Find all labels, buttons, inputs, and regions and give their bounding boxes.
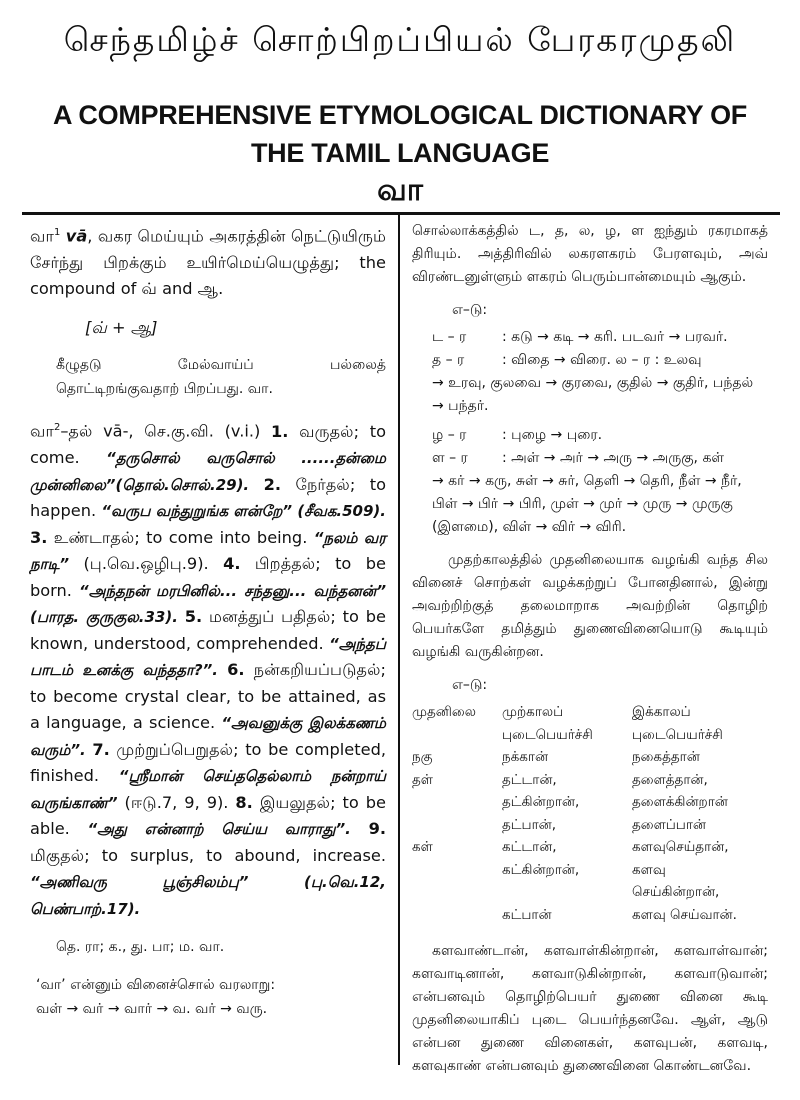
entry-2 (30, 415, 386, 922)
sense-7: 7. முற்றுப்பெறுதல்; to be completed, finished. “ஸ்ரீமான் செய்ததெல்லாம் நன்றாய் வருங்காண்” (ஈடு.7, 9, 9). (30, 739, 386, 812)
example-label-1: எ–டு: (452, 302, 488, 318)
example-row: ட – ர : கடு → கடி → கரி. படவர் → பரவர். (432, 329, 728, 345)
table-row: நகு நக்கான் நகைத்தான் (412, 749, 700, 765)
right-column (412, 220, 768, 1078)
note-word-2: மேல்வாய்ப் (177, 357, 254, 374)
english-title (0, 96, 800, 172)
entry-2-headword: வா (30, 421, 54, 441)
verb-history (36, 973, 386, 1021)
note-rest: தொட்டிறங்குவதாற் பிறப்பது. வா. (56, 381, 273, 398)
entry-1-bracket: [வ் + ஆ] (85, 317, 158, 337)
table-row: தட்பான், தளைப்பான் (502, 816, 706, 833)
note-word-3: பல்லைத் (329, 357, 386, 374)
example-row: ள – ர : அள் → அர் → அரு → அருகு, கள் (432, 450, 725, 466)
left-column (30, 220, 386, 1021)
entry-1-headword: வா (30, 226, 54, 246)
table-row: தட்கின்றான், தளைக்கின்றான் (502, 794, 728, 810)
example-row: ழ – ர : புழை → புரை. (432, 427, 603, 443)
example-label-2: எ–டு: (452, 677, 488, 693)
table-row: செய்கின்றான், (632, 884, 720, 900)
cognates: தெ. ரா; க., து. பா; ம. வா. (56, 939, 225, 956)
entry-2-head-rest: –தல் vā-, செ.கு.வி. (v.i.) (60, 421, 261, 441)
right-para-1: சொல்லாக்கத்தில் ட, த, ல, ழ, ள ஐந்தும் ரகரமாகத் திரியும். அத்திரிவில் லகரளகரம் பேரளவும், அவ் விரண்டனுள்ளும் ளகரம் பெரும்பான்மையும் ஆகும். (412, 223, 768, 285)
history-chain: வள் → வர் → வார் → வ. வர் → வரு. (36, 1000, 268, 1017)
history-intro: ‘வா’ என்னும் வினைச்சொல் வரலாறு: (36, 976, 276, 993)
entry-2-sup: 2 (53, 422, 61, 434)
column-divider (398, 215, 400, 1065)
table-header: முதனிலை முற்காலப் புடைபெயர்ச்சி இக்காலப் புடைபெயர்ச்சி (412, 704, 723, 743)
example-row: த – ர : விதை → விரை. ல – ர : உலவு (432, 352, 702, 368)
tamil-title: செந்தமிழ்ச் சொற்பிறப்பியல் பேரகரமுதலி (63, 20, 737, 59)
sense-5: 5. மனத்துப் பதிதல்; to be known, understood, comprehended. “அந்தப் பாடம் உனக்கு வந்ததா?”. (30, 607, 386, 680)
entry-1-text: , வகர மெய்யும் அகரத்தின் நெட்டுயிரும் சேர்ந்து பிறக்கும் உயிர்மெய்யெழுத்து; the compound of வ் and ஆ. (30, 226, 386, 299)
entry-1 (30, 220, 386, 303)
table-row: கட்பான் களவு செய்வான். (502, 906, 737, 923)
entry-1-sup: 1 (53, 227, 61, 238)
sense-9: 9. மிகுதல்; to surplus, to abound, increase. “அணிவரு பூஞ்சிலம்பு” (பு.வெ.12, பெண்பாற்.17). (30, 819, 386, 918)
table-row: கள் கட்டான், களவுசெய்தான், (412, 839, 729, 855)
right-para-2: முதற்காலத்தில் முதனிலையாக வழங்கி வந்த சில வினைச் சொற்கள் வழக்கற்றுப் போனதினால், இன்று அவற்றிற்குத் தலைமாறாக அவற்றின் தொழிற் பெயர்களே தமித்தும் துணைவினையொடு கூடியும் வழங்கி வருகின்றன. (412, 552, 768, 660)
top-rule (22, 212, 780, 215)
sense-4: 4. பிறத்தல்; to be born. “அந்தநன் மரபினில்... சந்தனு... வந்தனன்” (பாரத. குருகுல.33). (30, 554, 386, 627)
example-row-cont: → உரவு, குலவை → குரவை, குதில் → குதிர், பந்தல் → பந்தர். (432, 375, 754, 414)
section-head-word: வா (377, 172, 423, 208)
english-title-line-1: A COMPREHENSIVE ETYMOLOGICAL DICTIONARY OF (53, 100, 747, 130)
english-title-line-2: THE TAMIL LANGUAGE (250, 138, 550, 168)
sense-2: 2. நேர்தல்; to happen. “வருப வந்துறுங்க ளன்றே” (சீவக.509). (30, 474, 386, 521)
example-list (412, 326, 768, 539)
sense-8: 8. இயலுதல்; to be able. “அது என்னாற் செய்ய வாராது”. (30, 792, 386, 839)
entry-1-note (56, 353, 386, 401)
verb-form-table (412, 701, 768, 926)
table-row: கட்கின்றான், களவு (502, 861, 666, 878)
example-row-cont: → கர் → கரு, சுள் → சுர், தெளி → தெரி, நீள் → நீர், பிள் → பிர் → பிரி, முள் → முர் → முரு → முருகு (இளமை), விள் → விர் → விரி. (432, 473, 742, 535)
table-row: தள் தட்டான், தளைத்தான், (412, 771, 708, 788)
note-word-1: கீழுதடு (56, 357, 102, 374)
sense-1: 1. வருதல்; to come. “தருசொல் வருசொல் ......தன்மை முன்னிலை”(தொல்.சொல்.29). (30, 421, 386, 494)
right-para-3: களவாண்டான், களவாள்கின்றான், களவாள்வான்; களவாடினான், களவாடுகின்றான், களவாடுவான்; என்பனவும் தொழிற்பெயர் துணை வினை கூடி முதனிலையாகிப் புடை பெயர்ந்தனவே. ஆள், ஆடு என்பன துணை வினைகள், களவுபன், களவடி, களவுகாண் என்பனவும் துணைவினை கொண்டனவே. (412, 943, 768, 1074)
entry-1-translit: vā (65, 226, 88, 246)
sense-3: 3. உண்டாதல்; to come into being. “நலம் வர நாடி” (பு.வெ.ஒழிபு.9). (30, 527, 387, 574)
sense-6: 6. நன்கறியப்படுதல்; to become crystal clear, to be attained, as a language, a science. “அவனுக்கு இலக்கணம் வரும்”. (30, 660, 387, 759)
